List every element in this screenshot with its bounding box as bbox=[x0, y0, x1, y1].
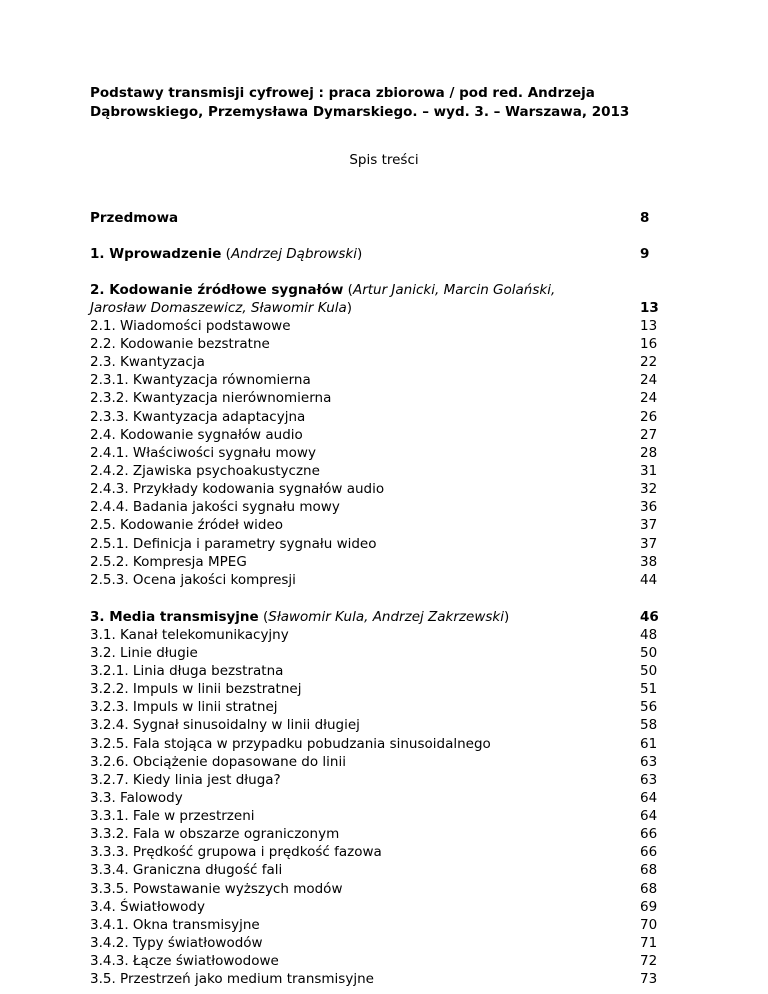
section-title: 3.2.2. Impuls w linii bezstratnej bbox=[90, 681, 302, 697]
chapter-title: Przedmowa bbox=[90, 210, 179, 226]
page-number: 51 bbox=[640, 681, 658, 697]
page-number: 50 bbox=[640, 645, 658, 661]
section-title: 2.1. Wiadomości podstawowe bbox=[90, 318, 291, 334]
section-title: 3.2. Linie długie bbox=[90, 645, 198, 661]
page-number: 70 bbox=[640, 917, 658, 933]
toc-entry-title bbox=[90, 444, 316, 462]
page-number: 44 bbox=[640, 572, 658, 588]
section-title: 3.4.2. Typy światłowodów bbox=[90, 935, 263, 951]
toc-entry-title bbox=[90, 317, 291, 335]
toc-entry-title bbox=[90, 716, 360, 734]
section-title: 2.3.2. Kwantyzacja nierównomierna bbox=[90, 390, 332, 406]
toc-entry-title bbox=[90, 861, 282, 879]
page-number: 32 bbox=[640, 481, 658, 497]
toc-entry bbox=[90, 680, 660, 698]
toc-entry bbox=[90, 498, 660, 516]
toc-entry bbox=[90, 444, 660, 462]
toc-entry-title bbox=[90, 209, 178, 227]
toc-entry-title bbox=[90, 408, 305, 426]
page-number: 72 bbox=[640, 953, 658, 969]
page-number: 38 bbox=[640, 554, 658, 570]
toc-entry bbox=[90, 626, 660, 644]
toc-entry-title bbox=[90, 480, 384, 498]
toc-entry bbox=[90, 571, 660, 589]
bibliographic-header bbox=[90, 84, 710, 122]
toc-entry-title bbox=[90, 735, 491, 753]
page-number: 68 bbox=[640, 881, 658, 897]
section-title: 3.4.1. Okna transmisyjne bbox=[90, 917, 260, 933]
page-number: 37 bbox=[640, 517, 658, 533]
toc-entry bbox=[90, 916, 660, 934]
section-title: 2.3.3. Kwantyzacja adaptacyjna bbox=[90, 409, 306, 425]
toc-entry-title bbox=[90, 970, 374, 988]
toc-entry bbox=[90, 807, 660, 825]
toc-entry-title bbox=[90, 389, 331, 407]
toc-entry-title bbox=[90, 426, 303, 444]
toc-entry bbox=[90, 662, 660, 680]
page-number: 24 bbox=[640, 390, 658, 406]
toc-entry-title bbox=[90, 680, 301, 698]
section-title: 3.3.1. Fale w przestrzeni bbox=[90, 808, 255, 824]
section-title: 2.4.2. Zjawiska psychoakustyczne bbox=[90, 463, 320, 479]
toc-entry-title bbox=[90, 535, 377, 553]
toc-entry-title bbox=[90, 771, 281, 789]
toc-title: Spis treści bbox=[349, 152, 419, 168]
page-number: 8 bbox=[640, 210, 650, 226]
toc-entry bbox=[90, 608, 660, 626]
page-number: 27 bbox=[640, 427, 658, 443]
section-title: 2.3. Kwantyzacja bbox=[90, 354, 205, 370]
section-title: 3.2.1. Linia długa bezstratna bbox=[90, 663, 284, 679]
page-number: 71 bbox=[640, 935, 658, 951]
toc-entry-title bbox=[90, 498, 340, 516]
page-number: 66 bbox=[640, 844, 658, 860]
page-number: 9 bbox=[640, 246, 650, 262]
page-number: 46 bbox=[640, 609, 659, 625]
section-title: 2.5.1. Definicja i parametry sygnału wideo bbox=[90, 536, 377, 552]
page-number: 26 bbox=[640, 409, 658, 425]
section-title: 3.4.3. Łącze światłowodowe bbox=[90, 953, 279, 969]
section-title: 3.5. Przestrzeń jako medium transmisyjne bbox=[90, 971, 374, 987]
section-title: 2.5.2. Kompresja MPEG bbox=[90, 554, 247, 570]
toc-entry bbox=[90, 245, 660, 263]
chapter-authors: Jarosław Domaszewicz, Sławomir Kula bbox=[90, 300, 347, 316]
toc-entry-title bbox=[90, 916, 260, 934]
toc-entry-title bbox=[90, 825, 339, 843]
toc-entry-title bbox=[90, 553, 247, 571]
toc-entry bbox=[90, 753, 660, 771]
page-number: 36 bbox=[640, 499, 658, 515]
page-number: 48 bbox=[640, 627, 658, 643]
toc-entry bbox=[90, 209, 660, 227]
page-number: 73 bbox=[640, 971, 658, 987]
page-number: 24 bbox=[640, 372, 658, 388]
section-title: 3.2.4. Sygnał sinusoidalny w linii długiej bbox=[90, 717, 360, 733]
page-number: 37 bbox=[640, 536, 658, 552]
chapter-title: 2. Kodowanie źródłowe sygnałów bbox=[90, 282, 344, 298]
toc-entry bbox=[90, 644, 660, 662]
section-title: 3.4. Światłowody bbox=[90, 899, 205, 915]
section-title: 2.4. Kodowanie sygnałów audio bbox=[90, 427, 303, 443]
section-title: 2.3.1. Kwantyzacja równomierna bbox=[90, 372, 311, 388]
section-title: 2.4.4. Badania jakości sygnału mowy bbox=[90, 499, 340, 515]
toc-entry bbox=[90, 389, 660, 407]
toc-entry bbox=[90, 535, 660, 553]
page-number: 13 bbox=[640, 318, 658, 334]
chapter-title: 1. Wprowadzenie bbox=[90, 246, 222, 262]
toc-entry bbox=[90, 353, 660, 371]
page-number: 68 bbox=[640, 862, 658, 878]
section-title: 3.3.3. Prędkość grupowa i prędkość fazowa bbox=[90, 844, 382, 860]
toc-entry-title bbox=[90, 571, 296, 589]
toc-entry-title bbox=[90, 462, 320, 480]
toc-entry-title bbox=[90, 644, 198, 662]
page-number: 63 bbox=[640, 754, 658, 770]
header-line-1: Podstawy transmisji cyfrowej : praca zbiorowa / pod red. Andrzeja bbox=[90, 85, 595, 101]
section-title: 3.1. Kanał telekomunikacyjny bbox=[90, 627, 289, 643]
section-title: 2.5.3. Ocena jakości kompresji bbox=[90, 572, 296, 588]
toc-entry-title: 1. Wprowadzenie (Andrzej Dąbrowski) bbox=[90, 246, 363, 262]
toc-entry-title bbox=[90, 952, 279, 970]
toc-entry-title bbox=[90, 353, 205, 371]
toc-entry bbox=[90, 825, 660, 843]
section-title: 2.5. Kodowanie źródeł wideo bbox=[90, 517, 284, 533]
toc-entry bbox=[90, 861, 660, 879]
toc-entry bbox=[90, 843, 660, 861]
toc-entry-title: Jarosław Domaszewicz, Sławomir Kula) bbox=[90, 300, 353, 316]
toc-entry bbox=[90, 516, 660, 534]
page-number: 61 bbox=[640, 736, 658, 752]
toc-entry bbox=[90, 426, 660, 444]
section-title: 3.2.6. Obciążenie dopasowane do linii bbox=[90, 754, 346, 770]
page-number: 66 bbox=[640, 826, 658, 842]
toc-entry bbox=[90, 462, 660, 480]
chapter-authors: Andrzej Dąbrowski bbox=[230, 246, 357, 262]
toc-entry-title bbox=[90, 843, 382, 861]
toc-entry-title bbox=[90, 371, 311, 389]
toc-entry bbox=[90, 771, 660, 789]
toc-entry-title bbox=[90, 516, 283, 534]
chapter-authors: Sławomir Kula, Andrzej Zakrzewski bbox=[268, 609, 504, 625]
toc-entry bbox=[90, 716, 660, 734]
toc-entry bbox=[90, 952, 660, 970]
toc-entry bbox=[90, 698, 660, 716]
page-number: 16 bbox=[640, 336, 658, 352]
section-title: 3.2.5. Fala stojąca w przypadku pobudzania sinusoidalnego bbox=[90, 736, 491, 752]
toc-entry-title bbox=[90, 335, 270, 353]
toc-entry bbox=[90, 880, 660, 898]
section-title: 3.3. Falowody bbox=[90, 790, 183, 806]
page-number: 64 bbox=[640, 790, 658, 806]
toc-entry-title: 3. Media transmisyjne (Sławomir Kula, Andrzej Zakrzewski) bbox=[90, 609, 510, 625]
toc-entry bbox=[90, 934, 660, 952]
page-number: 69 bbox=[640, 899, 658, 915]
toc-entry bbox=[90, 281, 660, 299]
section-title: 3.3.2. Fala w obszarze ograniczonym bbox=[90, 826, 340, 842]
section-title: 2.4.3. Przykłady kodowania sygnałów audio bbox=[90, 481, 385, 497]
page-number: 28 bbox=[640, 445, 658, 461]
section-title: 3.3.5. Powstawanie wyższych modów bbox=[90, 881, 343, 897]
page-number: 58 bbox=[640, 717, 658, 733]
toc-entry bbox=[90, 408, 660, 426]
toc-entry bbox=[90, 317, 660, 335]
page-number: 13 bbox=[640, 300, 659, 316]
toc-entry-title bbox=[90, 934, 263, 952]
page-number: 64 bbox=[640, 808, 658, 824]
toc-entry-title bbox=[90, 753, 346, 771]
toc-entry bbox=[90, 553, 660, 571]
toc-entry bbox=[90, 299, 660, 317]
page-number: 50 bbox=[640, 663, 658, 679]
toc-entry bbox=[90, 735, 660, 753]
toc-entry bbox=[90, 970, 660, 988]
toc-entry-title: 2. Kodowanie źródłowe sygnałów (Artur Janicki, Marcin Golański, bbox=[90, 282, 556, 298]
section-title: 3.3.4. Graniczna długość fali bbox=[90, 862, 283, 878]
toc-entry bbox=[90, 789, 660, 807]
chapter-authors: Artur Janicki, Marcin Golański, bbox=[352, 282, 556, 298]
toc-entry-title bbox=[90, 698, 278, 716]
section-title: 2.4.1. Właściwości sygnału mowy bbox=[90, 445, 316, 461]
toc-entry-title bbox=[90, 880, 343, 898]
toc-entry bbox=[90, 480, 660, 498]
toc-entry bbox=[90, 898, 660, 916]
header-line-2: Dąbrowskiego, Przemysława Dymarskiego. – wyd. 3. – Warszawa, 2013 bbox=[90, 104, 630, 120]
section-title: 3.2.7. Kiedy linia jest długa? bbox=[90, 772, 281, 788]
toc-entry-title bbox=[90, 807, 255, 825]
toc-entry-title bbox=[90, 898, 205, 916]
toc-entry-title bbox=[90, 626, 289, 644]
toc-entry-title bbox=[90, 789, 183, 807]
section-title: 2.2. Kodowanie bezstratne bbox=[90, 336, 270, 352]
page-number: 22 bbox=[640, 354, 658, 370]
page-number: 31 bbox=[640, 463, 658, 479]
page-number: 63 bbox=[640, 772, 658, 788]
toc-entry bbox=[90, 371, 660, 389]
toc-entry-title bbox=[90, 662, 283, 680]
section-title: 3.2.3. Impuls w linii stratnej bbox=[90, 699, 278, 715]
chapter-title: 3. Media transmisyjne bbox=[90, 609, 259, 625]
toc-entry bbox=[90, 335, 660, 353]
page-number: 56 bbox=[640, 699, 658, 715]
